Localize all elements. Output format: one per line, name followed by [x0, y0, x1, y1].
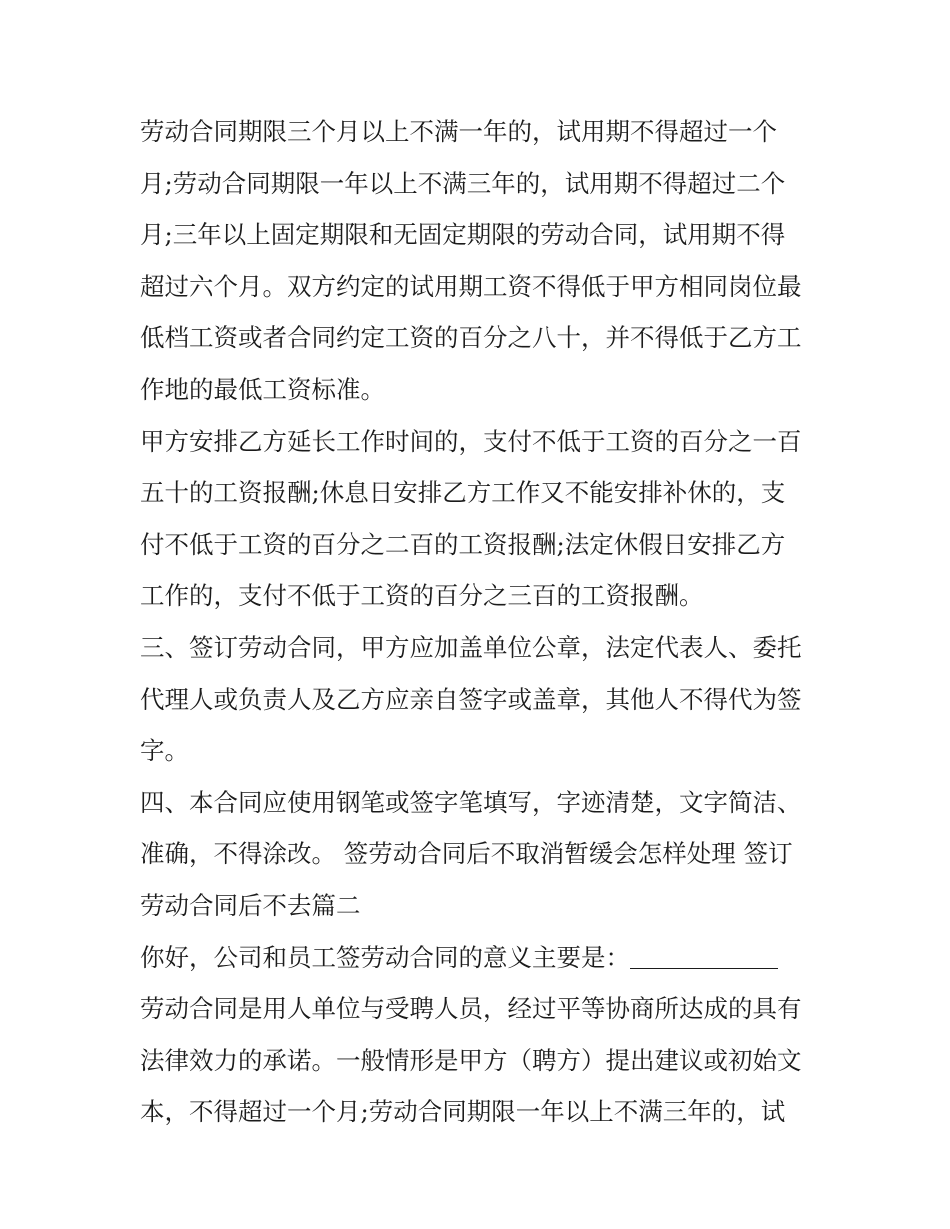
text-line: 本，不得超过一个月;劳动合同期限一年以上不满三年的，试	[140, 1097, 786, 1127]
text-line-with-blank	[140, 932, 820, 984]
text-line: 劳动合同后不去篇二	[140, 890, 361, 920]
text-line: 月;三年以上固定期限和无固定期限的劳动合同，试用期不得	[140, 220, 786, 250]
text-line: 代理人或负责人及乙方应亲自签字或盖章，其他人不得代为签	[140, 684, 802, 714]
text-line: 甲方安排乙方延长工作时间的，支付不低于工资的百分之一百	[140, 426, 802, 456]
text-line: 劳动合同是用人单位与受聘人员，经过平等协商所达成的具有	[140, 994, 802, 1024]
question-text: 你好，公司和员工签劳动合同的意义主要是：	[140, 942, 630, 972]
text-line: 工作的，支付不低于工资的百分之三百的工资报酬。	[140, 581, 704, 611]
text-line: 法律效力的承诺。一般情形是甲方（聘方）提出建议或初始文	[140, 1045, 802, 1075]
text-line: 月;劳动合同期限一年以上不满三年的，试用期不得超过二个	[140, 168, 786, 198]
text-line: 三、签订劳动合同，甲方应加盖单位公章，法定代表人、委托	[140, 632, 802, 662]
text-line: 四、本合同应使用钢笔或签字笔填写，字迹清楚，文字简洁、	[140, 787, 802, 817]
answer-blank	[630, 967, 778, 969]
text-line: 作地的最低工资标准。	[140, 374, 385, 404]
text-line: 字。	[140, 736, 189, 766]
document-body	[140, 106, 820, 1138]
text-line: 劳动合同期限三个月以上不满一年的，试用期不得超过一个	[140, 117, 777, 146]
text-line: 低档工资或者合同约定工资的百分之八十，并不得低于乙方工	[140, 323, 802, 353]
text-line: 五十的工资报酬;休息日安排乙方工作又不能安排补休的，支	[140, 478, 786, 508]
text-line: 准确，不得涂改。 签劳动合同后不取消暂缓会怎样处理 签订	[140, 839, 793, 869]
text-line: 超过六个月。双方约定的试用期工资不得低于甲方相同岗位最	[140, 271, 802, 301]
text-line: 付不低于工资的百分之二百的工资报酬;法定休假日安排乙方	[140, 529, 786, 559]
